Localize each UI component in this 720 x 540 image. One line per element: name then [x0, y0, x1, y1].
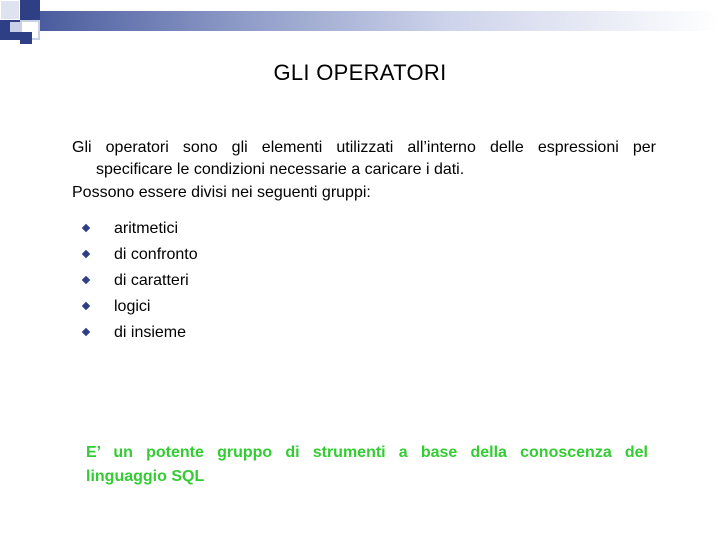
- list-item-label: di confronto: [114, 246, 198, 263]
- note-line-2: linguaggio SQL: [86, 468, 205, 485]
- list-item-label: logici: [114, 298, 151, 315]
- list-item-label: di caratteri: [114, 272, 189, 289]
- list-item-label: di insieme: [114, 324, 187, 341]
- intro-line-2: specificare le condizioni necessarie a caricare i dati.: [96, 161, 465, 178]
- highlight-note: [86, 441, 648, 489]
- list-item-label: aritmetici: [114, 220, 179, 237]
- diamond-bullet-icon: [82, 302, 90, 310]
- deco-square: [20, 0, 40, 20]
- diamond-bullet-icon: [82, 250, 90, 258]
- diamond-bullet-icon: [82, 276, 90, 284]
- intro-line-1: Gli operatori sono gli elementi utilizzati all’interno delle espressioni per: [72, 139, 656, 156]
- groups-intro: Possono essere divisi nei seguenti gruppi:: [72, 184, 371, 201]
- header-gradient-bar: [40, 11, 720, 31]
- deco-square: [10, 22, 20, 32]
- deco-square: [0, 0, 20, 20]
- deco-square: [20, 32, 32, 44]
- page-title: GLI OPERATORI: [273, 60, 447, 85]
- diamond-bullet-icon: [82, 328, 90, 336]
- note-line-1: E’ un potente gruppo di strumenti a base della conoscenza del: [86, 444, 648, 461]
- intro-paragraph: [72, 137, 656, 181]
- diamond-bullet-icon: [82, 224, 90, 232]
